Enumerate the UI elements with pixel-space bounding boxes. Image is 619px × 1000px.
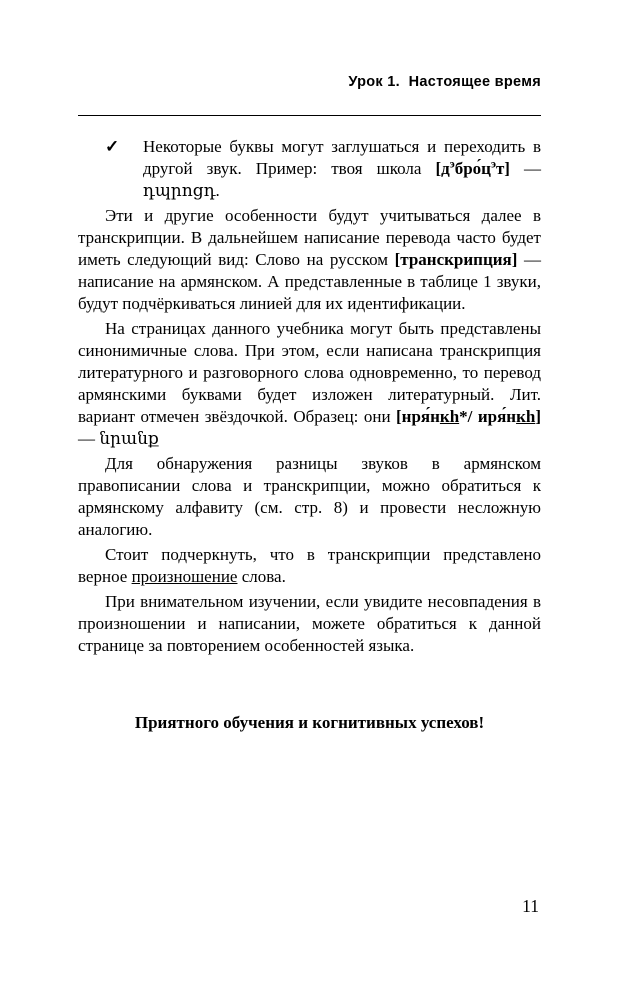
paragraph-review-note: При внимательном изучении, если увидите несовпадения в произношении и написании, можете обратиться к данной странице за повторением особенностей языка. <box>78 592 541 655</box>
superscript-run: э <box>449 157 455 171</box>
transcription-bold: [транскрипция] <box>394 250 518 269</box>
text-run: т] <box>495 159 510 178</box>
bullet-item <box>78 136 541 202</box>
paragraph-pronunciation-note <box>78 544 541 588</box>
text-run: На страницах данного учебника могут быть представлены синонимичные слова. При этом, если написана транскрипция литературного и разговорного слова одновременно, то перевод армянскими буквами будет изложен литературный. Лит. вариант отмечен звёздочкой. Образец: они <box>78 319 541 426</box>
text-run: Некоторые буквы могут заглушаться и переходить в другой звук. Пример: твоя школа <box>143 137 541 178</box>
transcription-bold <box>435 159 510 178</box>
text-run: слова. <box>237 567 286 586</box>
paragraph-synonyms-note <box>78 318 541 450</box>
text-run: ] <box>535 407 541 426</box>
closing-line: Приятного обучения и когнитивных успехов! <box>134 713 485 732</box>
text-run: — написание на армянском. А представленные в таблице 1 звуки, будут подчёркиваться линией для их идентификации. <box>78 250 541 313</box>
text-run: [д <box>435 159 450 178</box>
paragraph-alphabet-note: Для обнаружения разницы звуков в армянском правописании слова и транскрипции, можно обратиться к армянскому алфавиту (см. стр. 8) и провести несложную аналогию. <box>78 454 541 539</box>
text-run: [нря́н <box>396 407 440 426</box>
transcription-bold <box>396 407 541 426</box>
underlined-run: кh <box>439 407 460 426</box>
page-body <box>78 136 541 657</box>
checkmark-icon: ✓ <box>105 137 120 156</box>
text-run: — նրանք <box>78 429 159 448</box>
text-run: Эти и другие особенности будут учитываться далее в транскрипции. В дальнейшем написание перевода часто будет иметь следующий вид: Слово на русском <box>78 206 541 269</box>
underlined-run: произношение <box>131 567 238 586</box>
text-run: Стоит подчеркнуть, что в транскрипции представлено верное <box>78 545 541 586</box>
superscript-run: э <box>490 157 496 171</box>
text-run: — դպրոցդ. <box>143 159 541 200</box>
underlined-run: кh <box>516 407 536 426</box>
paragraph-transcription-note <box>78 205 541 315</box>
chapter-title: Урок 1. Настоящее время <box>348 74 541 90</box>
bullet-text <box>143 136 541 202</box>
page-header <box>78 58 541 116</box>
page-number: 11 <box>522 896 539 916</box>
text-run: */ иря́н <box>459 407 517 426</box>
text-run: бро́ц <box>454 159 491 178</box>
